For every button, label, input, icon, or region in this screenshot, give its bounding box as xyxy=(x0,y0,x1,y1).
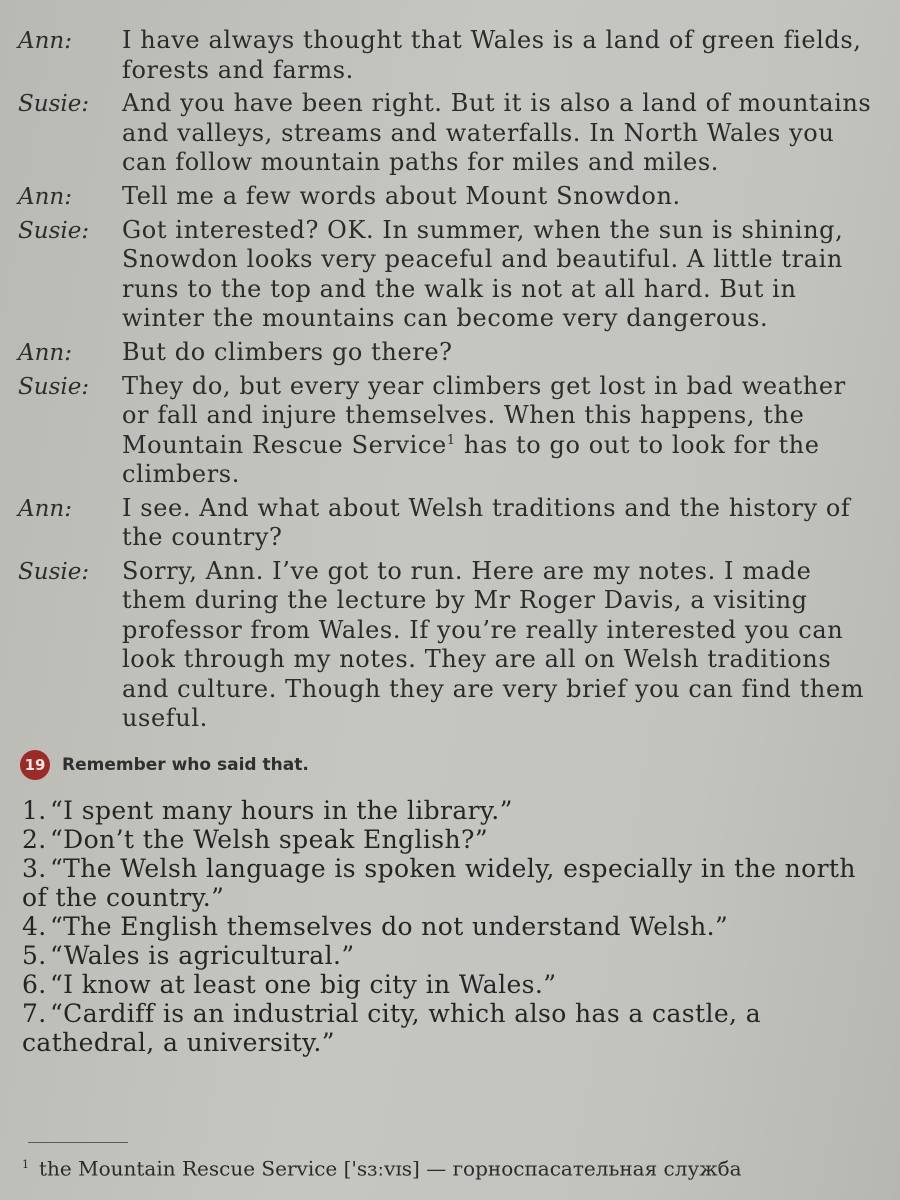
dialogue-line: I see. And what about Welsh traditions and the history of the country? xyxy=(122,493,851,551)
footnote-divider xyxy=(28,1142,128,1143)
item-text: “Cardiff is an industrial city, which also has a castle, a cathedral, a university.” xyxy=(22,998,762,1057)
speaker-name: Ann: xyxy=(18,183,72,210)
dialogue-turn xyxy=(18,338,872,368)
exercise-number-badge: 19 xyxy=(20,750,50,780)
speaker-name: Susie: xyxy=(18,217,90,244)
dialogue-text: has to go out to look for the climbers. xyxy=(122,430,820,488)
item-text: “I know at least one big city in Wales.” xyxy=(50,969,557,999)
dialogue-turn xyxy=(18,372,872,490)
dialogue-line: Sorry, Ann. I’ve got to run. Here are my notes. I made them during the lecture by Mr Roger Davis, a visiting professor from Wales. If you’re really interested you can look through my notes. They are all on Welsh traditions and culture. Though they are very brief you can find them useful. xyxy=(122,556,865,732)
dialogue-turn xyxy=(18,26,872,85)
dialogue-text: They do, but every year climbers get lost in bad weather or fall and injure themselves. When this happens, the Mountain Rescue Service xyxy=(122,371,846,459)
speaker-name: Susie: xyxy=(18,558,90,585)
footnote-mark: 1 xyxy=(22,1158,29,1171)
item-text: “Don’t the Welsh speak English?” xyxy=(50,824,489,854)
item-number: 3. xyxy=(22,853,47,883)
item-number: 7. xyxy=(22,998,47,1028)
list-item xyxy=(22,825,872,854)
item-text: “The Welsh language is spoken widely, especially in the north of the country.” xyxy=(22,853,856,912)
item-number: 4. xyxy=(22,911,47,941)
item-number: 5. xyxy=(22,940,47,970)
speaker-name: Ann: xyxy=(18,495,72,522)
item-number: 6. xyxy=(22,969,47,999)
list-item xyxy=(22,796,872,825)
dialogue-turn xyxy=(18,216,872,334)
dialogue-turn xyxy=(18,182,872,212)
quote-list xyxy=(18,796,872,1057)
speaker-name: Susie: xyxy=(18,373,90,400)
item-number: 2. xyxy=(22,824,47,854)
list-item xyxy=(22,941,872,970)
dialogue-turn xyxy=(18,89,872,178)
exercise-instruction: Remember who said that. xyxy=(62,754,309,775)
dialogue-line: Got interested? OK. In summer, when the sun is shining, Snowdon looks very peaceful and beautiful. A little train runs to the top and the walk is not at all hard. But in winter the mountains can become very dangerous. xyxy=(122,215,844,332)
dialogue-turn xyxy=(18,557,872,734)
dialogue-line xyxy=(122,372,872,490)
dialogue-line: But do climbers go there? xyxy=(122,337,453,366)
list-item xyxy=(22,999,872,1057)
footnote xyxy=(22,1152,880,1182)
footnote-mark: 1 xyxy=(446,432,456,448)
item-text: “The English themselves do not understand Welsh.” xyxy=(50,911,729,941)
footnote-text: the Mountain Rescue Service ['sɜːvɪs] — горноспасательная служба xyxy=(39,1156,742,1181)
dialogue-turn xyxy=(18,494,872,553)
list-item xyxy=(22,912,872,941)
dialogue-line: And you have been right. But it is also a land of mountains and valleys, streams and waterfalls. In North Wales you can follow mountain paths for miles and miles. xyxy=(122,89,872,176)
dialogue-line: Tell me a few words about Mount Snowdon. xyxy=(122,181,681,210)
item-text: “I spent many hours in the library.” xyxy=(50,795,513,825)
list-item xyxy=(22,854,872,912)
speaker-name: Ann: xyxy=(18,28,72,54)
speaker-name: Ann: xyxy=(18,339,72,366)
exercise-header xyxy=(18,750,872,780)
item-number: 1. xyxy=(22,795,47,825)
item-text: “Wales is agricultural.” xyxy=(50,940,355,970)
speaker-name: Susie: xyxy=(18,91,90,117)
dialogue-line: I have always thought that Wales is a land of green fields, forests and farms. xyxy=(122,26,862,84)
list-item xyxy=(22,970,872,999)
